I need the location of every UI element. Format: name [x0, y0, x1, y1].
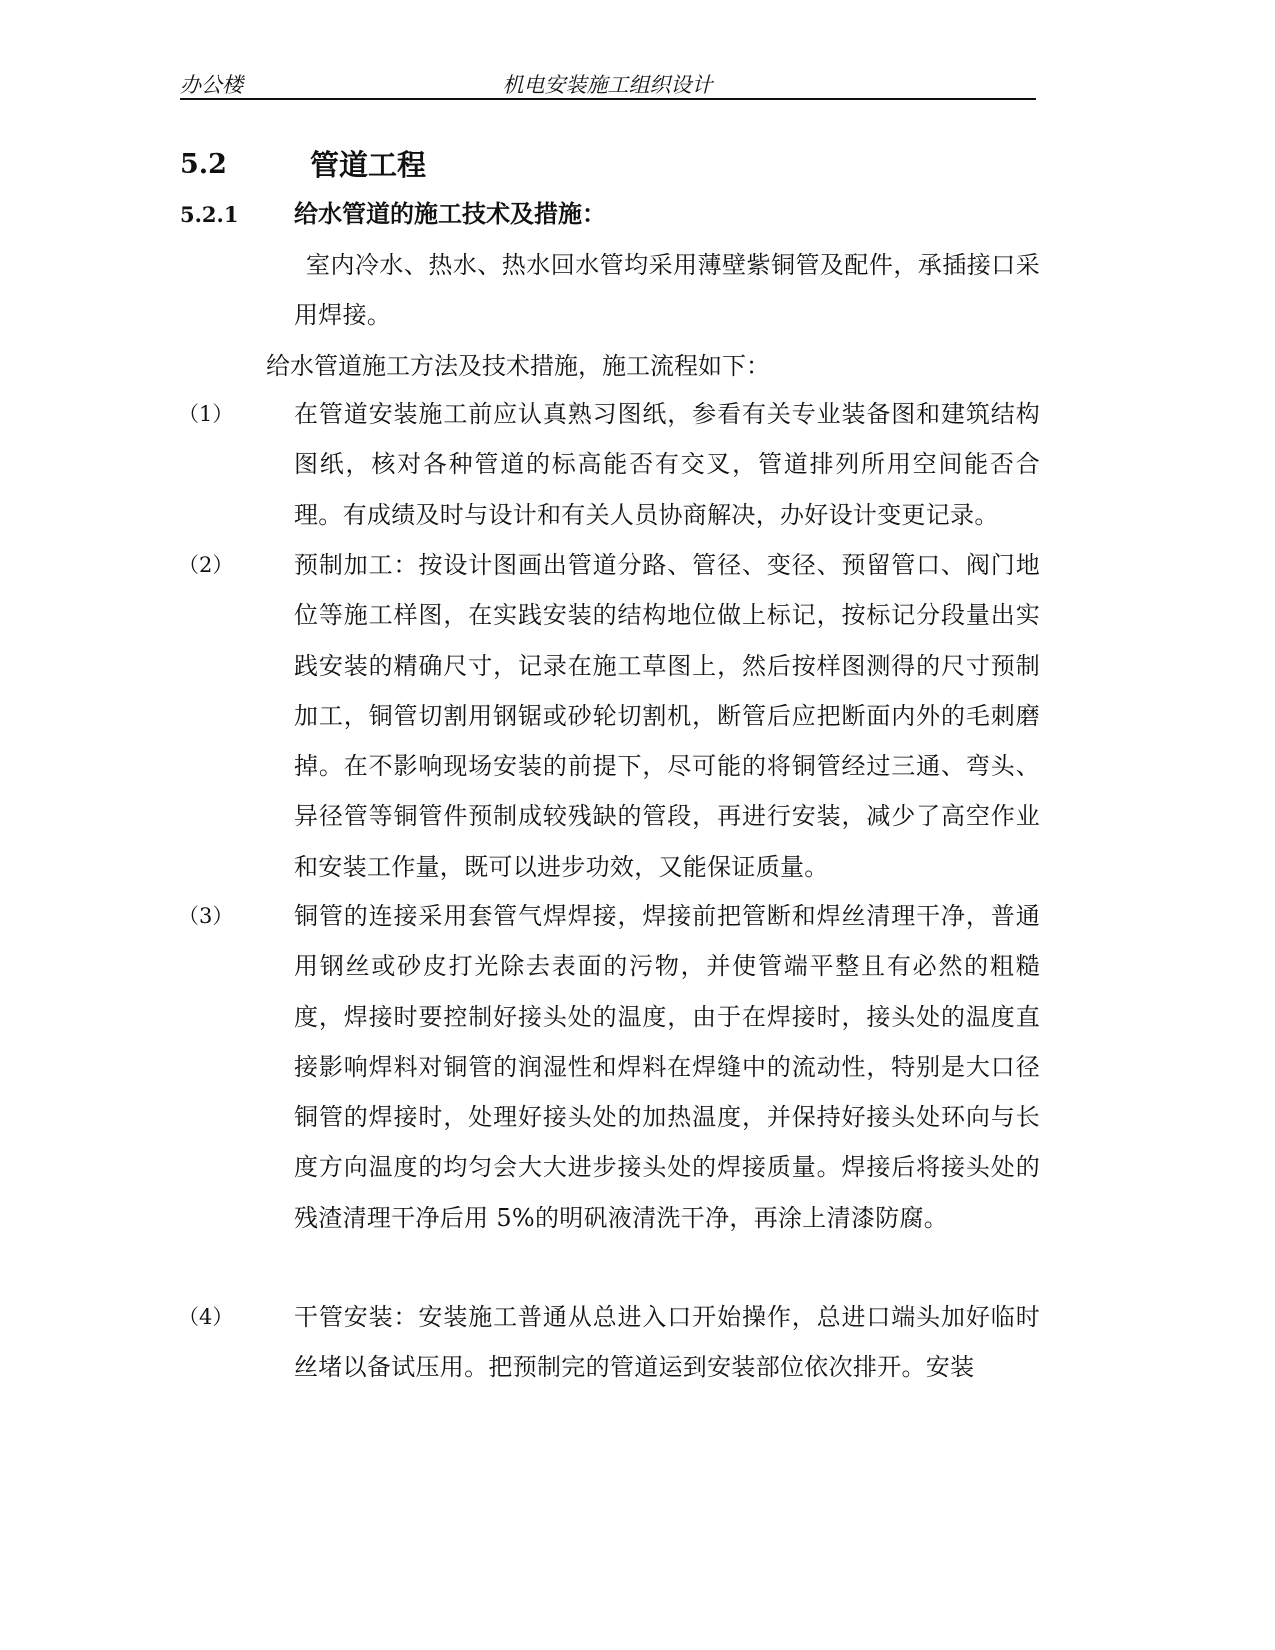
- item-label-2: （2）: [178, 553, 234, 577]
- item-label-3: （3）: [178, 904, 234, 928]
- flow-intro: 给水管道施工方法及技术措施，施工流程如下：: [266, 352, 770, 380]
- section-title: 管道工程: [310, 148, 427, 182]
- subsection-title: 给水管道的施工技术及措施：: [294, 199, 606, 228]
- item-text-2: 预制加工：按设计图画出管道分路、管径、变径、预留管口、阀门地位等施工样图，在实践安装的结构地位做上标记，按标记分段量出实践安装的精确尺寸，记录在施工草图上，然后按样图测得的尺寸预制加工，铜管切割用钢锯或砂轮切割机，断管后应把断面内外的毛刺磨掉。在不影响现场安装的前提下，尽可能的将铜管经过三通、弯头、异径管等铜管件预制成较残缺的管段，再进行安装，减少了高空作业和安装工作量，既可以进步功效，又能保证质量。: [294, 551, 1040, 881]
- item-text-3: 铜管的连接采用套管气焊焊接，焊接前把管断和焊丝清理干净，普通用钢丝或砂皮打光除去表面的污物，并使管端平整且有必然的粗糙度，焊接时要控制好接头处的温度，由于在焊接时，接头处的温度直接影响焊料对铜管的润湿性和焊料在焊缝中的流动性，特别是大口径铜管的焊接时，处理好接头处的加热温度，并保持好接头处环向与长度方向温度的均匀会大大进步接头处的焊接质量。焊接后将接头处的残渣清理干净后用 5%的明矾液清洗干净，再涂上清漆防腐。: [294, 902, 1040, 1232]
- intro-paragraph: 室内冷水、热水、热水回水管均采用薄壁紫铜管及配件，承插接口采用焊接。: [294, 251, 1040, 330]
- subsection-number: 5.2.1: [180, 202, 239, 227]
- header-rule: [180, 98, 1036, 100]
- item-label-1: （1）: [178, 402, 234, 426]
- header-document-title: 机电安装施工组织设计: [502, 73, 713, 97]
- item-text-4: 干管安装：安装施工普通从总进入口开始操作，总进口端头加好临时丝堵以备试压用。把预制完的管道运到安装部位依次排开。安装: [294, 1303, 1040, 1382]
- item-text-1: 在管道安装施工前应认真熟习图纸，参看有关专业装备图和建筑结构图纸，核对各种管道的标高能否有交叉，管道排列所用空间能否合理。有成绩及时与设计和有关人员协商解决，办好设计变更记录。: [294, 400, 1040, 529]
- section-number: 5.2: [180, 149, 227, 180]
- item-label-4: （4）: [178, 1305, 234, 1329]
- header-project-name: 办公楼: [180, 73, 243, 97]
